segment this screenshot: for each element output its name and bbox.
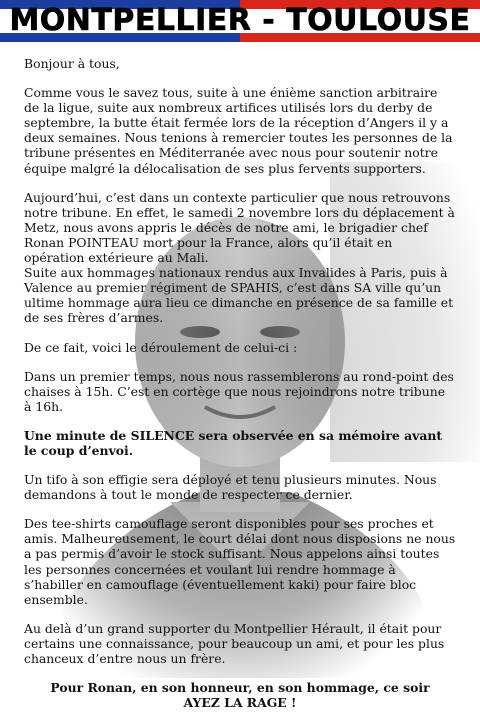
greeting: Bonjour à tous,: [24, 56, 120, 71]
closing-message: [24, 680, 456, 710]
paragraph-context: Aujourd’hui, c’est dans un contexte particulier que nous retrouvons notre tribune. En effet, le samedi 2 novembre lors du déplacement à Metz, nous avons appris le décès de notre ami, le brigadier chef Ronan POINTEAU mort pour la France, alors qu’il était en opération extérieure au Mali.: [24, 189, 455, 266]
closing-line-2: AYEZ LA RAGE !: [183, 695, 297, 711]
paragraph-rassemblement: Dans un premier temps, nous nous rassemblerons au rond-point des chaises à 15h. C’est en cortège que nous rejoindrons notre tribune à 16h.: [24, 368, 454, 414]
paragraph-deroulement: De ce fait, voici le déroulement de celui-ci :: [24, 339, 298, 355]
letter-body: [24, 56, 456, 724]
header-banner: [0, 0, 480, 42]
paragraph-ligue-sanction: Comme vous le savez tous, suite à une énième sanction arbitraire de la ligue, suite aux nombreux artifices utilisés lors du derby de septembre, la butte était fermée lors de la réception d’Angers il y a deux semaines. Nous tenions à remercier toutes les personnes de la tribune présentes en Méditerranée avec nous pour soutenir notre équipe malgré la délocalisation de ses plus fervents supporters.: [24, 85, 453, 176]
banner-title: MONTPELLIER - TOULOUSE: [9, 3, 471, 38]
closing-line-1: Pour Ronan, en son honneur, en son hommage, ce soir: [50, 680, 430, 696]
paragraph-hommages: Suite aux hommages nationaux rendus aux Invalides à Paris, puis à Valence au premier régiment de SPAHIS, c’est dans SA ville qu’un ultime hommage aura lieu ce dimanche en présence de sa famille et de ses frères d’armes.: [24, 265, 454, 326]
paragraph-tee-shirts: Des tee-shirts camouflage seront disponibles pour ses proches et amis. Malheureusement, le court délai dont nous disposions ne nous a pas permis d’avoir le stock suffisant. Nous appelons ainsi toutes les personnes concernées et voulant lui rendre hommage à s’habiller en camouflage (éventuellement kaki) pour faire bloc ensemble.: [24, 516, 456, 607]
paragraph-tifo: Un tifo à son effigie sera déployé et tenu plusieurs minutes. Nous demandons à tout le monde de respecter ce dernier.: [24, 472, 437, 503]
paragraph-minute-silence: Une minute de SILENCE sera observée en sa mémoire avant le coup d’envoi.: [24, 427, 443, 458]
paragraph-supporter: Au delà d’un grand supporter du Montpellier Hérault, il était pour certains une connaissance, pour beaucoup un ami, et pour les plus chanceux d’entre nous un frère.: [24, 620, 445, 666]
